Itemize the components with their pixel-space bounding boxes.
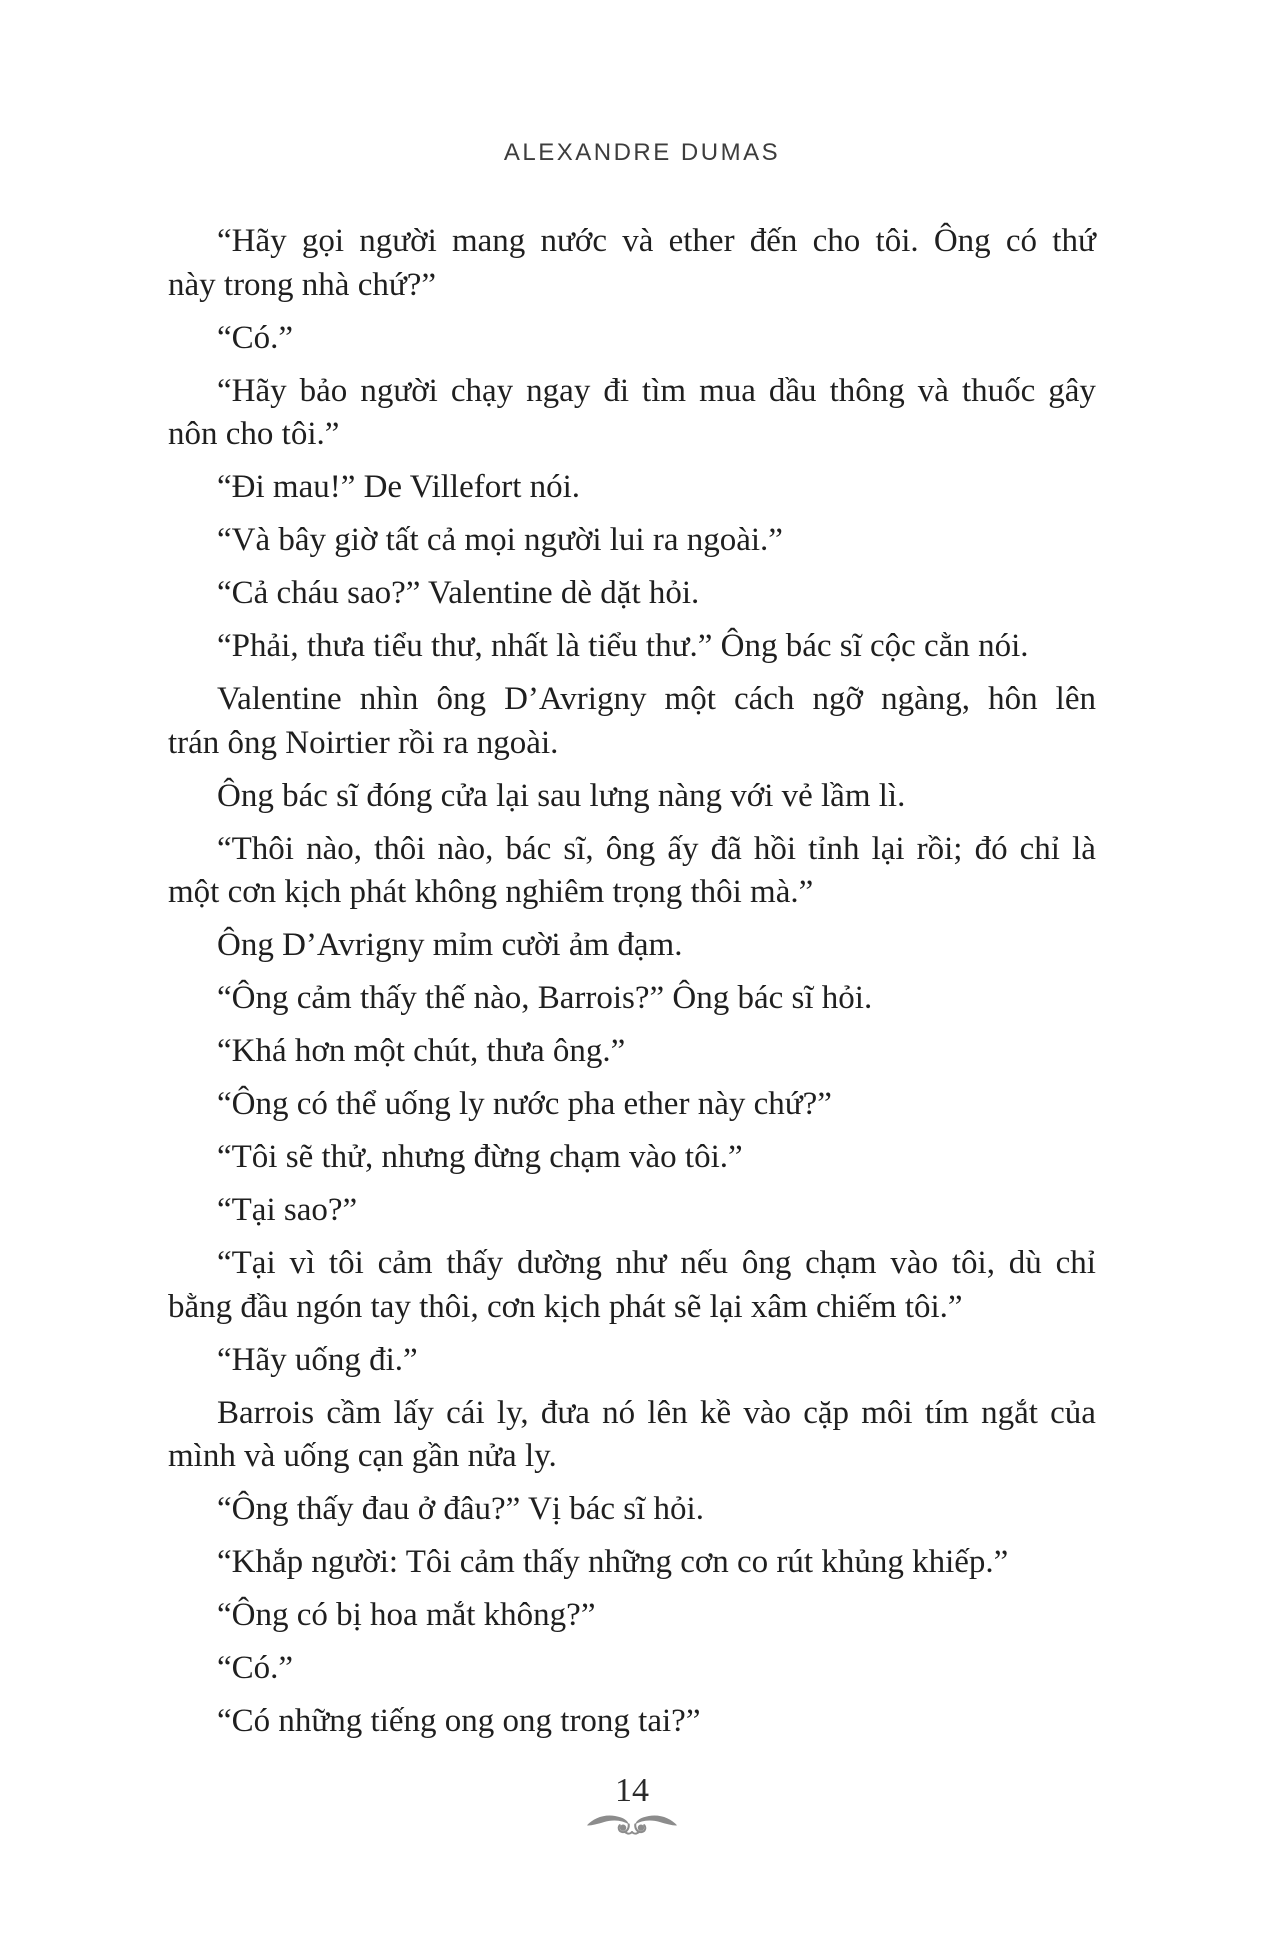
paragraph: [168, 977, 1096, 1021]
paragraph: [168, 775, 1096, 819]
text-line: “Hãy bảo người chạy ngay đi tìm mua dầu thông và thuốc gây: [217, 372, 1096, 409]
paragraph: [168, 466, 1096, 510]
text-line: mình và uống cạn gần nửa ly.: [168, 1438, 557, 1474]
paragraph: [168, 1392, 1096, 1479]
paragraph: [168, 828, 1096, 915]
paragraph: [168, 1030, 1096, 1074]
text-line: “Khắp người: Tôi cảm thấy những cơn co rút khủng khiếp.”: [217, 1544, 1009, 1580]
paragraph: [168, 1136, 1096, 1180]
text-line: Valentine nhìn ông D’Avrigny một cách ngỡ ngàng, hôn lên: [217, 681, 1096, 717]
text-line: “Thôi nào, thôi nào, bác sĩ, ông ấy đã hồi tỉnh lại rồi; đó chỉ là: [217, 830, 1096, 867]
paragraph: [168, 1700, 1096, 1744]
text-line: “Tôi sẽ thử, nhưng đừng chạm vào tôi.”: [217, 1139, 743, 1175]
text-line: “Ông có thể uống ly nước pha ether này chứ?”: [217, 1086, 832, 1122]
text-line: Barrois cầm lấy cái ly, đưa nó lên kề vào cặp môi tím ngắt của: [217, 1394, 1096, 1431]
text-line: nôn cho tôi.”: [168, 416, 340, 452]
text-line: “Khá hơn một chút, thưa ông.”: [217, 1033, 626, 1069]
paragraph: [168, 1541, 1096, 1585]
paragraph: [168, 625, 1096, 669]
paragraph: [168, 1242, 1096, 1329]
text-line: “Ông cảm thấy thế nào, Barrois?” Ông bác sĩ hỏi.: [217, 980, 873, 1016]
scroll-flourish-ornament: [585, 1809, 679, 1838]
paragraph: [168, 1488, 1096, 1532]
running-header-author: ALEXANDRE DUMAS: [503, 139, 781, 166]
paragraph: [168, 1594, 1096, 1638]
text-line: “Hãy gọi người mang nước và ether đến cho tôi. Ông có thứ: [217, 223, 1096, 259]
page-footer: [168, 1772, 1096, 1838]
text-line: trán ông Noirtier rồi ra ngoài.: [168, 724, 559, 761]
paragraph: [168, 370, 1096, 457]
text-line: bằng đầu ngón tay thôi, cơn kịch phát sẽ lại xâm chiếm tôi.”: [168, 1288, 963, 1325]
text-line: “Tại vì tôi cảm thấy dường như nếu ông chạm vào tôi, dù chỉ: [217, 1245, 1096, 1281]
text-line: “Ông thấy đau ở đâu?” Vị bác sĩ hỏi.: [217, 1491, 704, 1527]
text-line: một cơn kịch phát không nghiêm trọng thôi mà.”: [168, 874, 814, 910]
text-line: “Ông có bị hoa mắt không?”: [217, 1597, 596, 1633]
text-line: “Có.”: [217, 319, 294, 356]
text-line: “Có.”: [217, 1650, 294, 1686]
text-line: “Hãy uống đi.”: [217, 1341, 418, 1378]
text-line: này trong nhà chứ?”: [168, 266, 437, 303]
body-text: [168, 220, 1096, 1753]
paragraph: [168, 1189, 1096, 1233]
text-line: Ông bác sĩ đóng cửa lại sau lưng nàng với vẻ lầm lì.: [217, 777, 906, 814]
paragraph: [168, 220, 1096, 307]
text-line: “Phải, thưa tiểu thư, nhất là tiểu thư.” Ông bác sĩ cộc cằn nói.: [217, 628, 1029, 664]
text-line: “Đi mau!” De Villefort nói.: [217, 469, 581, 505]
paragraph: [168, 1647, 1096, 1691]
paragraph: [168, 519, 1096, 563]
paragraph: [168, 1083, 1096, 1127]
text-line: “Tại sao?”: [217, 1192, 358, 1228]
paragraph: [168, 1339, 1096, 1383]
paragraph: [168, 572, 1096, 616]
paragraph: [168, 924, 1096, 968]
text-line: “Cả cháu sao?” Valentine dè dặt hỏi.: [217, 575, 700, 611]
paragraph: [168, 678, 1096, 765]
paragraph: [168, 317, 1096, 361]
text-line: “Và bây giờ tất cả mọi người lui ra ngoài.”: [217, 522, 783, 558]
text-line: Ông D’Avrigny mỉm cười ảm đạm.: [217, 927, 683, 963]
page-number: 14: [615, 1772, 649, 1809]
text-line: “Có những tiếng ong ong trong tai?”: [217, 1703, 701, 1739]
